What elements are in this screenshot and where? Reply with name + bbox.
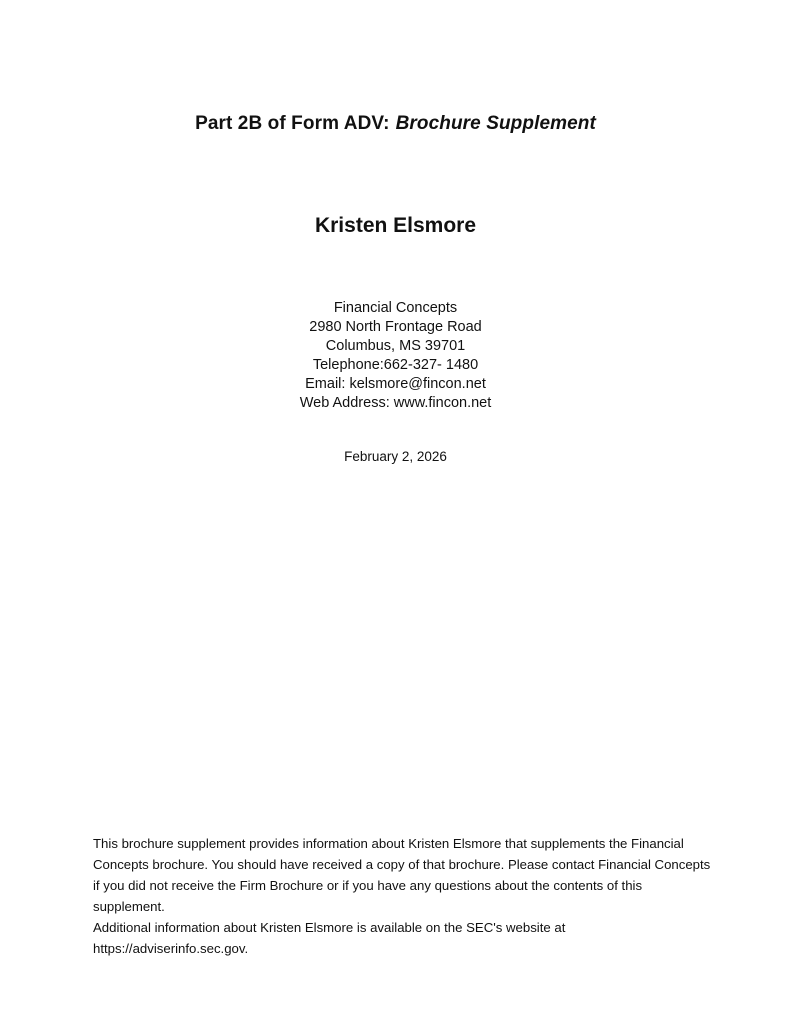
supervised-person-name: Kristen Elsmore [314,214,477,237]
disclosure-paragraph: Additional information about Kristen Elsmore is available on the SEC's website at https://adviserinfo.sec.gov. [93,920,566,956]
document-title [0,113,791,135]
disclosure-paragraph: This brochure supplement provides information about Kristen Elsmore that supplements the Financial Concepts brochure. You should have received a copy of that brochure. Please contact Financial Concepts if you did not receive the Firm Brochure or if you have any questions about the contents of this supplement. [93,836,711,914]
disclosure-text [93,833,713,959]
firm-web-address: Web Address: www.fincon.net [299,395,492,411]
firm-street: 2980 North Frontage Road [309,319,482,335]
form-title: Part 2B of Form ADV: [195,113,390,134]
firm-contact-block [0,299,791,413]
firm-name: Financial Concepts [333,300,458,316]
supplement-date: February 2, 2026 [344,449,447,464]
firm-city-state-zip: Columbus, MS 39701 [325,338,466,354]
firm-telephone: Telephone:662-327- 1480 [312,357,479,373]
form-subtitle: Brochure Supplement [395,113,596,134]
firm-email: Email: kelsmore@fincon.net [305,376,486,392]
